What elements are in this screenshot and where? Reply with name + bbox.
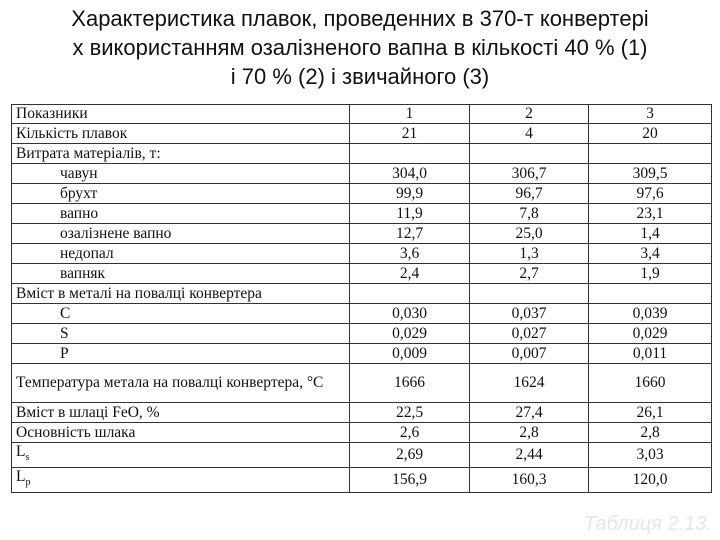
- cell-value: 2,7: [470, 264, 589, 284]
- table-row: [12, 324, 712, 344]
- row-label: [12, 443, 350, 468]
- table-caption: Таблиця 2.13.: [583, 513, 712, 535]
- cell-value: 1,4: [589, 224, 712, 244]
- cell-value: 306,7: [470, 164, 589, 184]
- cell-value: 309,5: [589, 164, 712, 184]
- coefficient-symbol: L: [16, 468, 26, 486]
- row-label: Вміст в шлаці FeO, %: [12, 403, 350, 423]
- cell-value: 160,3: [470, 468, 589, 493]
- table-row: [12, 204, 712, 224]
- cell-value: 0,027: [470, 324, 589, 344]
- table-row: [12, 244, 712, 264]
- cell-value: 27,4: [470, 403, 589, 423]
- cell-value: 0,039: [589, 304, 712, 324]
- row-label: P: [12, 344, 350, 364]
- cell-value: 96,7: [470, 184, 589, 204]
- cell-value: 2,4: [350, 264, 470, 284]
- table-row: [12, 364, 712, 403]
- table-row: [12, 284, 712, 304]
- cell-value: 1666: [350, 364, 470, 403]
- cell-value: 0,011: [589, 344, 712, 364]
- header-cell-indicators: Показники: [12, 105, 350, 124]
- row-label: Кількість плавок: [12, 124, 350, 144]
- table-row: [12, 344, 712, 364]
- cell-value: 0,029: [589, 324, 712, 344]
- table-row: [12, 423, 712, 443]
- row-label: чавун: [12, 164, 350, 184]
- table-header-row: [12, 105, 712, 124]
- cell-value: [350, 284, 470, 304]
- title-line-3: і 70 % (2) і звичайного (3): [230, 64, 490, 89]
- row-label: Витрата матеріалів, т:: [12, 144, 350, 164]
- cell-value: 2,6: [350, 423, 470, 443]
- cell-value: 0,030: [350, 304, 470, 324]
- row-label: S: [12, 324, 350, 344]
- cell-value: 2,8: [470, 423, 589, 443]
- coefficient-symbol: L: [16, 443, 26, 460]
- cell-value: 3,6: [350, 244, 470, 264]
- cell-value: [589, 284, 712, 304]
- cell-value: [470, 144, 589, 164]
- table-row: [12, 403, 712, 423]
- cell-value: 1,9: [589, 264, 712, 284]
- row-label: [12, 468, 350, 493]
- header-cell-2: 2: [470, 105, 589, 124]
- table-row: [12, 304, 712, 324]
- row-label: Вміст в металі на повалці конвертера: [12, 284, 350, 304]
- cell-value: 26,1: [589, 403, 712, 423]
- cell-value: 3,4: [589, 244, 712, 264]
- cell-value: 21: [350, 124, 470, 144]
- cell-value: 23,1: [589, 204, 712, 224]
- row-label: C: [12, 304, 350, 324]
- cell-value: 1624: [470, 364, 589, 403]
- cell-value: [589, 144, 712, 164]
- data-table: [11, 104, 712, 493]
- cell-value: 7,8: [470, 204, 589, 224]
- cell-value: 0,009: [350, 344, 470, 364]
- cell-value: 0,037: [470, 304, 589, 324]
- cell-value: 4: [470, 124, 589, 144]
- table-row: [12, 468, 712, 493]
- cell-value: 25,0: [470, 224, 589, 244]
- table-row: [12, 124, 712, 144]
- table-row: [12, 184, 712, 204]
- header-cell-1: 1: [350, 105, 470, 124]
- cell-value: 304,0: [350, 164, 470, 184]
- cell-value: 156,9: [350, 468, 470, 493]
- table-row: [12, 264, 712, 284]
- header-cell-3: 3: [589, 105, 712, 124]
- table-row: [12, 443, 712, 468]
- row-label: озалізнене вапно: [12, 224, 350, 244]
- data-table-container: [11, 104, 711, 514]
- row-label: брухт: [12, 184, 350, 204]
- cell-value: 2,8: [589, 423, 712, 443]
- cell-value: 20: [589, 124, 712, 144]
- row-label: недопал: [12, 244, 350, 264]
- cell-value: 1660: [589, 364, 712, 403]
- row-label: вапно: [12, 204, 350, 224]
- coefficient-subscript: p: [25, 477, 31, 489]
- cell-value: 22,5: [350, 403, 470, 423]
- title-line-2: х використанням озалізненого вапна в кількості 40 % (1): [72, 35, 648, 60]
- cell-value: 2,69: [350, 443, 470, 468]
- cell-value: 97,6: [589, 184, 712, 204]
- cell-value: 2,44: [470, 443, 589, 468]
- table-row: [12, 164, 712, 184]
- cell-value: [470, 284, 589, 304]
- cell-value: [350, 144, 470, 164]
- cell-value: 3,03: [589, 443, 712, 468]
- document-title: [0, 4, 720, 91]
- cell-value: 11,9: [350, 204, 470, 224]
- cell-value: 1,3: [470, 244, 589, 264]
- cell-value: 12,7: [350, 224, 470, 244]
- cell-value: 120,0: [589, 468, 712, 493]
- title-line-1: Характеристика плавок, проведенних в 370-т конвертері: [71, 6, 649, 31]
- table-row: [12, 144, 712, 164]
- cell-value: 0,007: [470, 344, 589, 364]
- coefficient-subscript: s: [25, 452, 30, 464]
- row-label: Основність шлака: [12, 423, 350, 443]
- cell-value: 0,029: [350, 324, 470, 344]
- table-row: [12, 224, 712, 244]
- row-label: вапняк: [12, 264, 350, 284]
- cell-value: 99,9: [350, 184, 470, 204]
- row-label: Температура метала на повалці конвертера, °С: [12, 364, 350, 403]
